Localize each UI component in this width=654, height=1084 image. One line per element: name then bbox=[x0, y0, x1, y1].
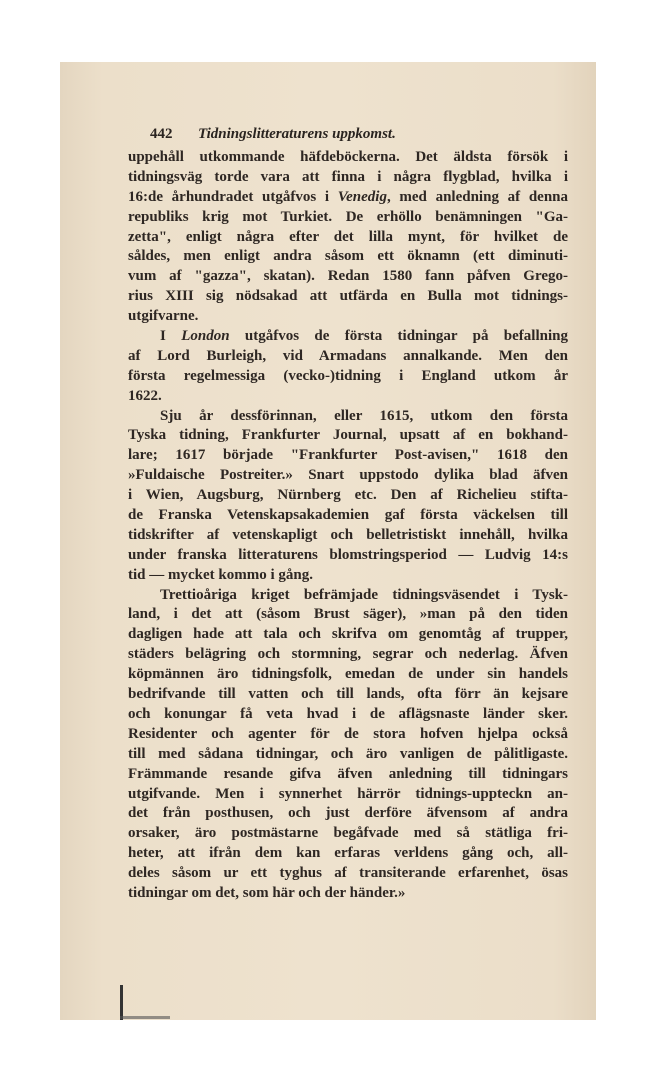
text-line: land, i det att (såsom Brust säger), »man på den tiden bbox=[128, 606, 568, 623]
text-line: orsaker, äro postmästarne begåfvade med så stätliga fri- bbox=[128, 825, 568, 842]
running-title: Tidningslitteraturens uppkomst. bbox=[198, 126, 396, 142]
italic-place-name: London bbox=[181, 328, 230, 345]
text-line: Främmande resande gifva äfven anledning till tidningars bbox=[128, 765, 568, 782]
text-segment: utgåfvos de första tidningar på befallning bbox=[229, 328, 568, 345]
text-line: Sju år dessförinnan, eller 1615, utkom den första bbox=[160, 407, 568, 424]
text-line: af Lord Burleigh, vid Armadans annalkande. Men den bbox=[128, 347, 568, 364]
text-line: det från posthusen, och just derföre äfvensom af andra bbox=[128, 805, 568, 822]
text-line: såldes, men enligt andra såsom ett öknamn (ett diminuti- bbox=[128, 248, 568, 265]
text-line: till med sådana tidningar, och äro vanligen de pålitligaste. bbox=[128, 745, 568, 762]
text-segment: 16:de århundradet utgåfvos i bbox=[128, 188, 338, 205]
text-line: vum af "gazza", skatan). Redan 1580 fann påfven Grego- bbox=[128, 268, 568, 285]
text-line: rius XIII sig nödsakad att utfärda en Bulla mot tidnings- bbox=[128, 288, 568, 305]
page-number: 442 bbox=[150, 126, 173, 142]
text-line: heter, att ifrån dem kan erfaras verldens gång och, all- bbox=[128, 845, 568, 862]
text-line: 1622. bbox=[128, 387, 162, 404]
scan-artifact bbox=[120, 985, 123, 1020]
text-line: första regelmessiga (vecko-)tidning i England utkom år bbox=[128, 367, 568, 384]
body-text bbox=[128, 148, 568, 904]
text-line: Residenter och agenter för de stora hofven hjelpa också bbox=[128, 725, 568, 742]
text-line: bedrifvande till vatten och till lands, ofta förr än kejsare bbox=[128, 686, 568, 703]
text-line: utgifvande. Men i synnerhet härrör tidnings-uppteckn an- bbox=[128, 785, 568, 802]
text-line: republiks krig mot Turkiet. De erhöllo benämningen "Ga- bbox=[128, 208, 568, 225]
text-line: tidningar om det, som här och der händer.» bbox=[128, 884, 406, 901]
text-line: Tyska tidning, Frankfurter Journal, upsatt af en bokhand- bbox=[128, 427, 568, 444]
text-line: tidskrifter af vetenskapligt och belletristiskt innehåll, hvilka bbox=[128, 526, 568, 543]
text-line: Trettioåriga kriget befrämjade tidningsväsendet i Tysk- bbox=[160, 586, 568, 603]
text-line: deles såsom ur ett tyghus af transiterande erfarenhet, ösas bbox=[128, 865, 568, 882]
text-line: uppehåll utkommande häfdeböckerna. Det äldsta försök i bbox=[128, 149, 568, 165]
text-segment: , med anledning af denna bbox=[386, 188, 568, 205]
italic-place-name: Venedig bbox=[337, 188, 387, 205]
text-line: under franska litteraturens blomstringsperiod — Ludvig 14:s bbox=[128, 546, 568, 563]
text-line: lare; 1617 började "Frankfurter Post-avisen," 1618 den bbox=[128, 447, 568, 464]
text-line: i Wien, Augsburg, Nürnberg etc. Den af Richelieu stifta- bbox=[128, 487, 568, 504]
text-line: »Fuldaische Postreiter.» Snart uppstodo dylika blad äfven bbox=[128, 467, 568, 484]
text-line: utgifvarne. bbox=[128, 308, 199, 325]
scan-artifact-base bbox=[120, 1016, 170, 1019]
text-line: zetta", enligt några efter det lilla mynt, för hvilket de bbox=[128, 228, 568, 245]
text-segment: I bbox=[160, 328, 182, 345]
text-line: köpmännen äro tidningsfolk, emedan de under sin handels bbox=[128, 666, 568, 683]
text-line: tid — mycket kommo i gång. bbox=[128, 566, 313, 583]
text-line: tidningsväg torde vara att finna i några flygblad, hvilka i bbox=[128, 168, 568, 185]
text-line: och konungar få veta hvad i de aflägsnaste länder sker. bbox=[128, 705, 568, 722]
text-line bbox=[128, 327, 568, 347]
running-header bbox=[128, 126, 568, 146]
text-line: dagligen hade att tala och skrifva om genomtåg af trupper, bbox=[128, 626, 568, 643]
text-line bbox=[128, 188, 568, 208]
text-line: de Franska Vetenskapsakademien gaf första väckelsen till bbox=[128, 507, 568, 524]
text-line: städers belägring och stormning, segrar och nederlag. Äfven bbox=[128, 646, 568, 663]
